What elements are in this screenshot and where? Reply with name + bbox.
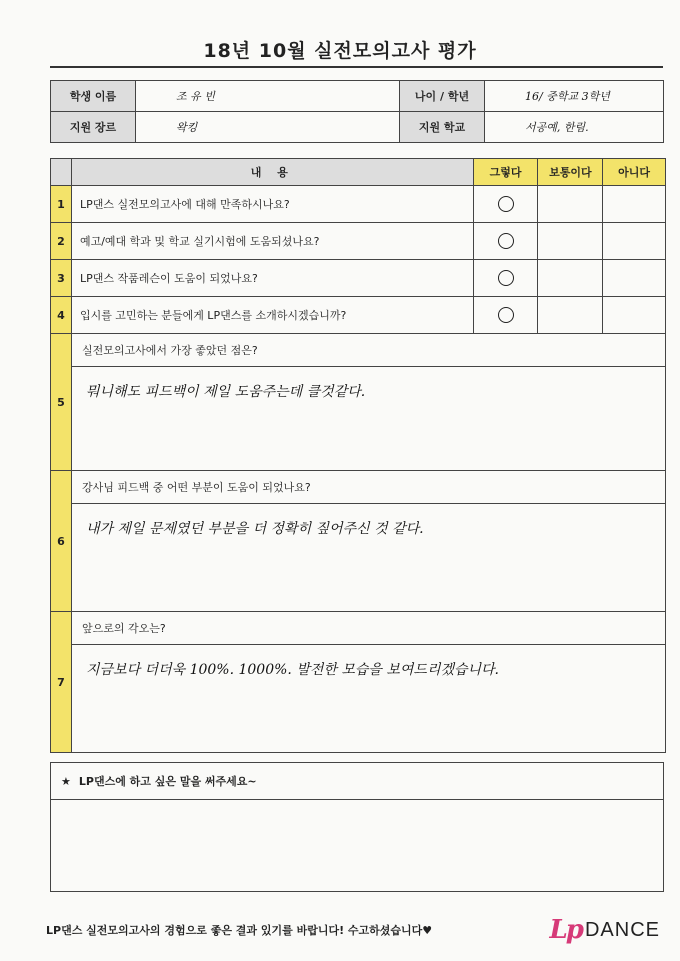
open-question-5 (51, 334, 665, 471)
option-neutral[interactable] (538, 260, 603, 296)
open-answer-field[interactable]: 지금보다 더더욱 100%. 1000%. 발전한 모습을 보여드리겠습니다. (86, 662, 500, 678)
page-title: 18년 10월 실전모의고사 평가 (203, 40, 477, 62)
open-answer-field[interactable]: 내가 제일 문제였던 부분을 더 정확히 짚어주신 것 같다. (86, 521, 424, 537)
option-no[interactable] (603, 260, 665, 296)
option-yes[interactable] (474, 223, 539, 259)
footer (46, 910, 670, 950)
open-question-text: 앞으로의 각오는? (72, 612, 665, 645)
option-yes[interactable] (474, 186, 539, 222)
question-text: 입시를 고민하는 분들에게 LP댄스를 소개하시겠습니까? (72, 297, 474, 333)
question-number: 1 (51, 186, 72, 222)
message-box (50, 762, 664, 892)
school-label: 지원 학교 (400, 112, 485, 143)
circle-mark-icon (498, 196, 514, 212)
option-neutral[interactable] (538, 297, 603, 333)
open-question-text: 강사님 피드백 중 어떤 부분이 도움이 되었나요? (72, 471, 665, 504)
header-no: 아니다 (603, 159, 665, 185)
star-icon: ★ (61, 774, 71, 788)
message-label: LP댄스에 하고 싶은 말을 써주세요~ (78, 775, 257, 788)
question-row-3 (51, 260, 665, 297)
option-no[interactable] (603, 297, 665, 333)
genre-value: 왁킹 (136, 112, 400, 143)
question-number: 2 (51, 223, 72, 259)
message-header (51, 763, 663, 800)
school-value: 서공예, 한림. (485, 112, 664, 143)
option-neutral[interactable] (538, 223, 603, 259)
header-yes: 그렇다 (474, 159, 539, 185)
message-field[interactable] (51, 800, 663, 890)
question-text: 예고/예대 학과 및 학교 실기시험에 도움되셨나요? (72, 223, 474, 259)
age-value: 16/ 중학교 3학년 (485, 81, 664, 112)
logo-dance-text: DANCE (584, 918, 660, 941)
genre-label: 지원 장르 (51, 112, 136, 143)
header-num-cell (51, 159, 72, 185)
logo-lp-mark: Lp (549, 915, 582, 945)
question-number: 4 (51, 297, 72, 333)
question-number: 6 (51, 471, 72, 611)
question-row-1 (51, 186, 665, 223)
question-row-2 (51, 223, 665, 260)
circle-mark-icon (498, 307, 514, 323)
question-number: 5 (51, 334, 72, 470)
open-question-text: 실전모의고사에서 가장 좋았던 점은? (72, 334, 665, 367)
survey-table (50, 158, 666, 753)
title-divider (50, 66, 663, 68)
question-number: 7 (51, 612, 72, 752)
name-value: 조 유 빈 (136, 81, 400, 112)
header-neutral: 보통이다 (538, 159, 603, 185)
option-no[interactable] (603, 223, 665, 259)
footer-message: LP댄스 실전모의고사의 경험으로 좋은 결과 있기를 바랍니다! 수고하셨습니다♥ (46, 924, 433, 937)
header-content: 내 용 (72, 159, 474, 185)
age-label: 나이 / 학년 (400, 81, 485, 112)
question-row-4 (51, 297, 665, 334)
open-answer-field[interactable]: 뭐니해도 피드백이 제일 도움주는데 클것같다. (86, 384, 366, 400)
question-text: LP댄스 작품레슨이 도움이 되었나요? (72, 260, 474, 296)
lp-dance-logo (550, 910, 660, 950)
open-question-6 (51, 471, 665, 612)
option-neutral[interactable] (538, 186, 603, 222)
option-yes[interactable] (474, 260, 539, 296)
open-question-7 (51, 612, 665, 752)
option-yes[interactable] (474, 297, 539, 333)
option-no[interactable] (603, 186, 665, 222)
circle-mark-icon (498, 270, 514, 286)
name-label: 학생 이름 (51, 81, 136, 112)
survey-header (51, 159, 665, 186)
question-number: 3 (51, 260, 72, 296)
question-text: LP댄스 실전모의고사에 대해 만족하시나요? (72, 186, 474, 222)
student-info-table (50, 80, 664, 143)
circle-mark-icon (498, 233, 514, 249)
